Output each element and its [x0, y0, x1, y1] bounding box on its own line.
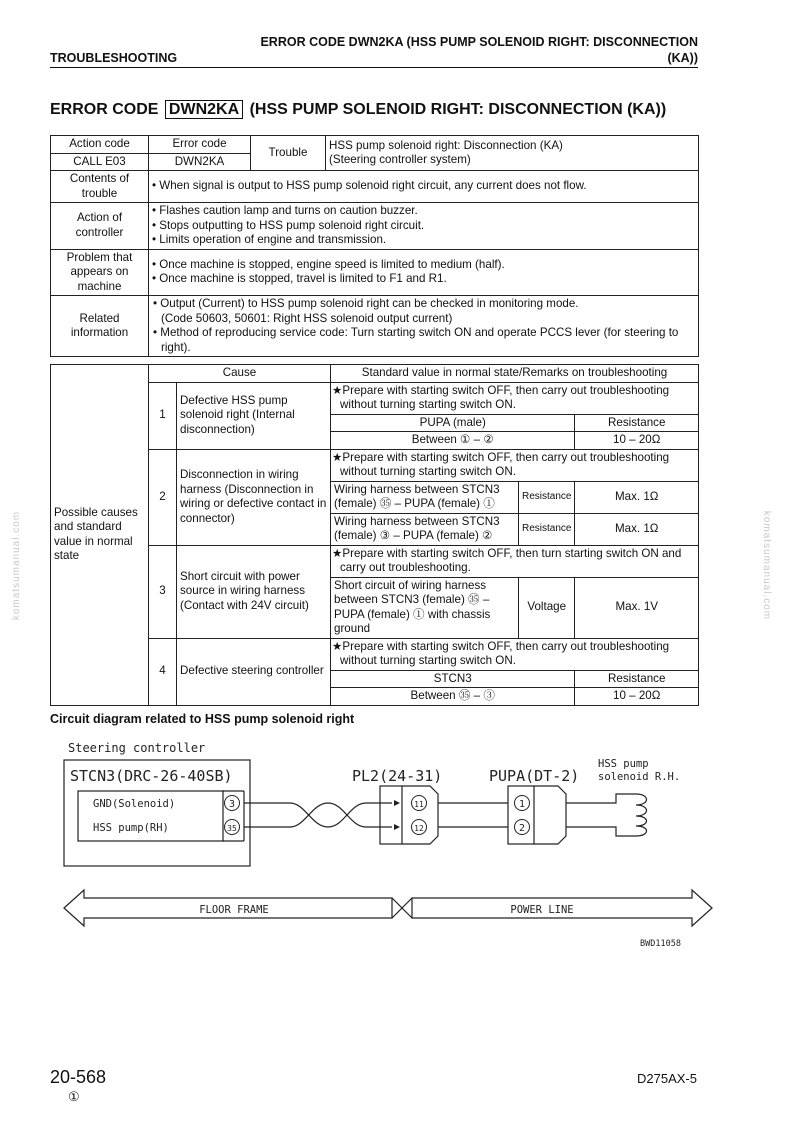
cause-description: Short circuit with power source in wiring harness (Contact with 24V circuit)	[177, 545, 331, 638]
error-info-table	[50, 135, 699, 357]
check-point: Between ㉟ – ③	[331, 688, 575, 706]
related-label: Related information	[51, 296, 149, 357]
pl2-connector-right	[402, 786, 438, 844]
action-label: Action of controller	[51, 203, 149, 250]
controller-label: Steering controller	[68, 741, 206, 755]
check-column-header: Resistance	[575, 414, 699, 432]
related-item: • Output (Current) to HSS pump solenoid right can be checked in monitoring mode.	[153, 297, 579, 310]
possible-causes-label: Possible causes and standard value in normal state	[51, 365, 149, 706]
header-divider	[50, 67, 698, 68]
power-line-label: POWER LINE	[510, 904, 574, 916]
pl2-label: PL2(24-31)	[352, 767, 443, 785]
revision-mark: ①	[68, 1089, 80, 1104]
action-code-value: CALL E03	[51, 153, 149, 171]
watermark-right: komatsumanual.com	[761, 510, 773, 621]
cause-table	[50, 364, 699, 706]
problem-list	[149, 249, 699, 296]
diagram-heading: Circuit diagram related to HSS pump solenoid right	[50, 712, 355, 726]
watermark-left: komatsumanual.com	[11, 510, 23, 621]
gnd-label: GND(Solenoid)	[93, 798, 176, 810]
solenoid-label-line1: HSS pump	[598, 758, 649, 770]
model-code: D275AX-5	[637, 1071, 697, 1086]
pin-11-label: 11	[414, 800, 424, 809]
check-column-header: Resistance	[575, 670, 699, 688]
cause-note: ★Prepare with starting switch OFF, then carry out troubleshooting without turning starting switch ON.	[331, 382, 699, 414]
wire-to-solenoid-top	[566, 794, 636, 803]
cause-number: 1	[149, 382, 177, 449]
check-point: Wiring harness between STCN3 (female) ㉟ – PUPA (female) ①	[331, 481, 519, 513]
cause-description: Defective HSS pump solenoid right (Internal disconnection)	[177, 382, 331, 449]
check-label: Resistance	[519, 513, 575, 545]
action-item: • Stops outputting to HSS pump solenoid right circuit.	[152, 218, 425, 232]
action-item: • Limits operation of engine and transmission.	[152, 233, 387, 246]
running-header-line2: (KA))	[667, 51, 698, 65]
check-label: Resistance	[519, 481, 575, 513]
cause-number: 3	[149, 545, 177, 638]
pin-1-label: 1	[518, 799, 526, 810]
section-label: TROUBLESHOOTING	[50, 51, 178, 65]
related-list	[149, 296, 699, 357]
stcn3-label: STCN3(DRC-26-40SB)	[70, 767, 233, 785]
check-value: Max. 1V	[575, 577, 699, 638]
related-item: (Code 50603, 50601: Right HSS solenoid output current)	[161, 311, 453, 325]
cause-description: Disconnection in wiring harness (Disconnection in wiring or defective contact in connector)	[177, 449, 331, 545]
running-header-line1: ERROR CODE DWN2KA (HSS PUMP SOLENOID RIGHT: DISCONNECTION	[260, 35, 698, 49]
pupa-connector-left	[508, 786, 534, 844]
check-column-header: PUPA (male)	[331, 414, 575, 432]
contents-label: Contents of trouble	[51, 171, 149, 203]
pin-3-label: 3	[228, 799, 236, 810]
circuit-diagram	[0, 730, 794, 960]
pin-12-label: 12	[414, 824, 424, 833]
pin-35-label: 35	[227, 824, 237, 833]
check-value: Max. 1Ω	[575, 513, 699, 545]
running-header-title	[218, 34, 698, 66]
cause-number: 4	[149, 638, 177, 705]
cause-number: 2	[149, 449, 177, 545]
check-point: Short circuit of wiring harness between STCN3 (female) ㉟ – PUPA (female) ① with chassis ground	[331, 577, 519, 638]
problem-item: • Once machine is stopped, engine speed is limited to medium (half).	[152, 257, 505, 271]
check-column-header: STCN3	[331, 670, 575, 688]
floor-frame-label: FLOOR FRAME	[199, 904, 269, 916]
cause-note: ★Prepare with starting switch OFF, then carry out troubleshooting without turning starting switch ON.	[331, 638, 699, 670]
solenoid-label-line2: solenoid R.H.	[598, 771, 681, 783]
action-code-label: Action code	[51, 136, 149, 154]
title-prefix: ERROR CODE	[50, 101, 159, 118]
standard-header: Standard value in normal state/Remarks on troubleshooting	[331, 365, 699, 383]
figure-id: BWD11058	[640, 939, 681, 949]
title-suffix: (HSS PUMP SOLENOID RIGHT: DISCONNECTION (KA))	[249, 101, 667, 118]
pupa-connector-right	[534, 786, 566, 844]
problem-label: Problem that appears on machine	[51, 249, 149, 296]
trouble-line2: (Steering controller system)	[329, 153, 471, 166]
contents-value: • When signal is output to HSS pump solenoid right circuit, any current does not flow.	[149, 171, 699, 203]
trouble-line1: HSS pump solenoid right: Disconnection (KA)	[329, 138, 563, 152]
page-number: 20-568	[50, 1067, 107, 1087]
pupa-label: PUPA(DT-2)	[489, 767, 580, 785]
action-item: • Flashes caution lamp and turns on caution buzzer.	[152, 204, 418, 217]
check-point: Between ① – ②	[331, 432, 575, 450]
check-value: 10 – 20Ω	[575, 688, 699, 706]
solenoid-coil-icon	[636, 794, 647, 836]
cause-description: Defective steering controller	[177, 638, 331, 705]
hss-label: HSS pump(RH)	[93, 822, 169, 834]
check-label: Voltage	[519, 577, 575, 638]
pl2-connector-left	[380, 786, 402, 844]
related-item: • Method of reproducing service code: Turn starting switch ON and operate PCCS lever (for steering to right).	[153, 326, 679, 354]
action-list	[149, 203, 699, 250]
problem-item: • Once machine is stopped, travel is limited to F1 and R1.	[152, 272, 447, 286]
pin-2-label: 2	[518, 823, 526, 834]
cause-note: ★Prepare with starting switch OFF, then turn starting switch ON and carry out troubleshooting.	[331, 545, 699, 577]
cause-note: ★Prepare with starting switch OFF, then carry out troubleshooting without turning starting switch ON.	[331, 449, 699, 481]
check-value: 10 – 20Ω	[575, 432, 699, 450]
cause-header: Cause	[149, 365, 331, 383]
trouble-label: Trouble	[251, 136, 326, 171]
check-value: Max. 1Ω	[575, 481, 699, 513]
check-point: Wiring harness between STCN3 (female) ③ – PUPA (female) ②	[331, 513, 519, 545]
trouble-description	[326, 136, 699, 171]
title-error-code: DWN2KA	[165, 100, 243, 119]
error-code-label: Error code	[149, 136, 251, 154]
error-code-value: DWN2KA	[149, 153, 251, 171]
wire-to-solenoid-bottom	[566, 827, 636, 836]
page-title	[50, 101, 666, 119]
